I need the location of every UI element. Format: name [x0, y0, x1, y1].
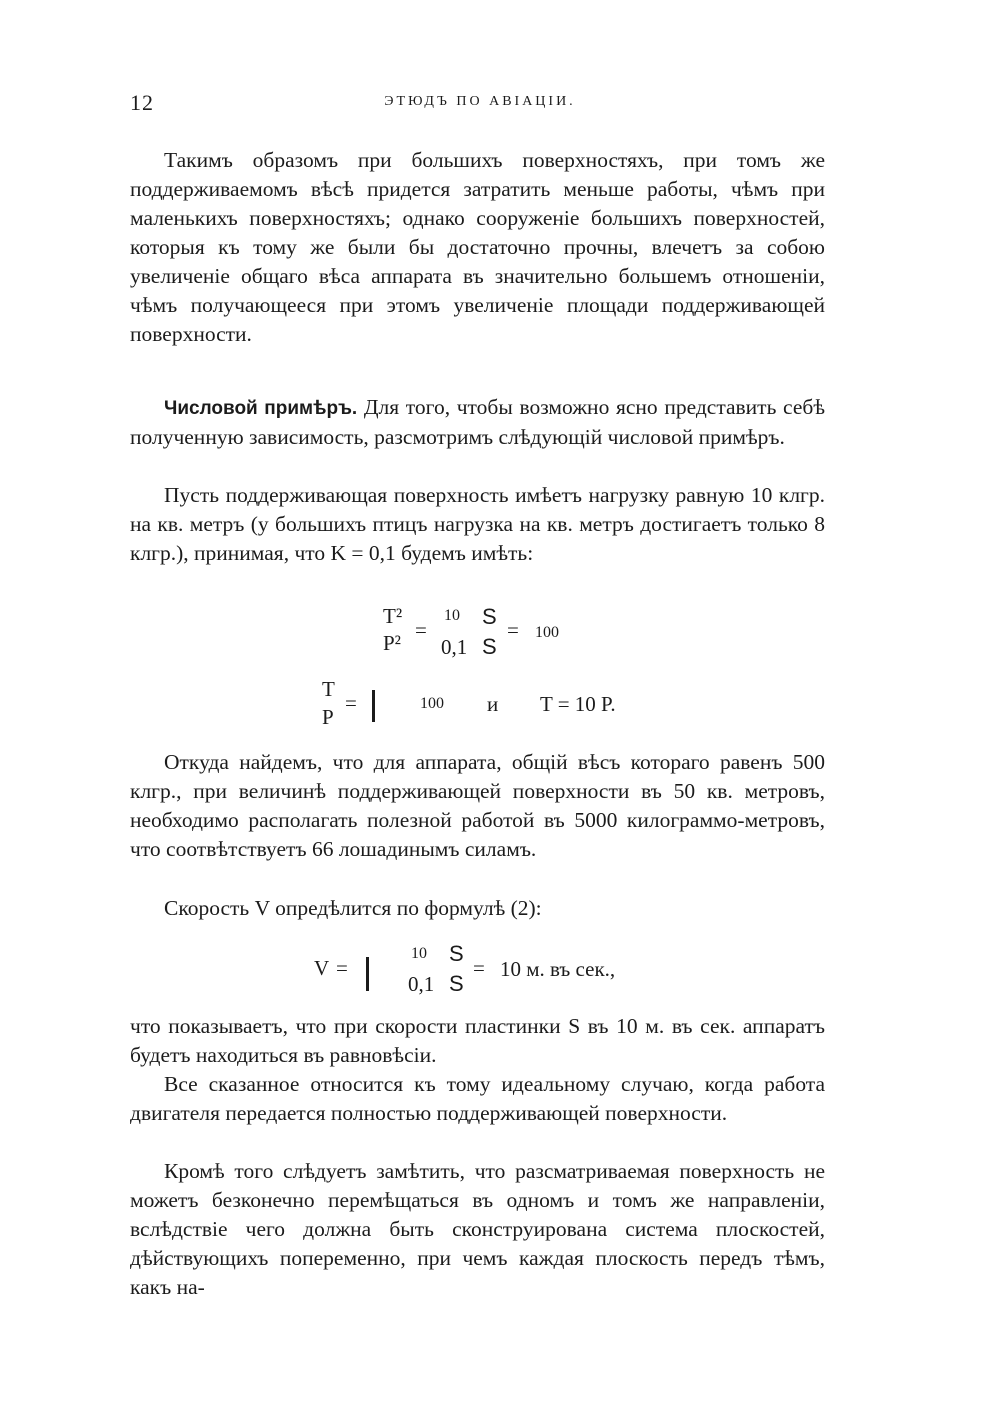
formula3-V: V [314, 956, 330, 980]
formula2-equals: = [345, 691, 357, 715]
running-title: ЭТЮДЪ ПО АВІАЦІИ. [384, 94, 576, 109]
formula2-and: и [487, 692, 499, 716]
formula3-S-bottom: S [449, 971, 464, 996]
paragraph-7: Все сказанное относится къ тому идеальному случаю, когда работа двигателя передается полностью поддерживающей поверхности. [130, 1072, 825, 1125]
formula1-point-one: 0,1 [441, 635, 468, 659]
formula3-ten: 10 [411, 945, 427, 962]
formula1-ten: 10 [444, 607, 460, 624]
paragraph-1: Такимъ образомъ при большихъ поверхностяхъ, при томъ же поддерживаемомъ вѣсѣ придется затратить меньше работы, чѣмъ при маленькихъ поверхностяхъ; однако сооруженіе большихъ поверхностей, которыя къ тому же были бы достаточно прочны, влечетъ за собою увеличеніе общаго вѣса аппарата въ значительно большемъ отношеніи, чѣмъ получающееся при этомъ увеличеніе площади поддерживающей поверхности. [130, 148, 825, 346]
page-number: 12 [130, 90, 154, 115]
formula3-equals: = [336, 956, 348, 980]
formula1-S-bottom: S [482, 634, 497, 659]
radical-sign-icon [372, 690, 375, 722]
formula1-equals: = [415, 618, 427, 642]
formula2-P: P [322, 705, 334, 729]
paragraph-6: что показываетъ, что при скорости пластинки S въ 10 м. въ сек. аппаратъ будетъ находиться въ равновѣсіи. [130, 1014, 825, 1067]
formula3-result: 10 м. въ сек., [500, 957, 616, 981]
formula1-result: 100 [535, 624, 559, 641]
paragraph-5: Скорость V опредѣлится по формулѣ (2): [164, 896, 542, 920]
paragraph-8: Кромѣ того слѣдуетъ замѣтить, что разсматриваемая поверхность не можетъ безконечно перемѣщаться въ одномъ и томъ же направленіи, вслѣдствіе чего должна быть сконструирована система плоскостей, дѣйствующихъ попеременно, при чемъ каждая плоскость передъ тѣмъ, какъ на- [130, 1159, 825, 1299]
formula1-T2: T² [383, 604, 403, 628]
paragraph-4: Откуда найдемъ, что для аппарата, общій вѣсъ котораго равенъ 500 клгр., при величинѣ поддерживающей поверхности въ 50 кв. метровъ, необходимо располагать полезной работой въ 5000 килограммо-метровъ, что соотвѣтствуетъ 66 лошадинымъ силамъ. [130, 750, 825, 861]
formula2-radicand: 100 [420, 695, 444, 712]
paragraph-2-text: Для того, чтобы возможно ясно представить себѣ полученную зависимость, разсмотримъ слѣдующій числовой примѣръ. [130, 395, 825, 449]
radical-sign-icon [366, 957, 369, 991]
formula3-S-top: S [449, 941, 464, 966]
section-heading: Числовой примѣръ. [164, 398, 358, 419]
formula2-result: T = 10 P. [540, 692, 616, 716]
formula1-S-top: S [482, 604, 497, 629]
paragraph-3: Пусть поддерживающая поверхность имѣетъ нагрузку равную 10 клгр. на кв. метръ (у большихъ птицъ нагрузка на кв. метръ достигаетъ только 8 клгр.), принимая, что K = 0,1 будемъ имѣть: [130, 483, 825, 565]
formula2-T: T [322, 677, 335, 701]
page-header [130, 90, 830, 120]
formula3-equals-2: = [473, 956, 485, 980]
formula1-equals-2: = [507, 618, 519, 642]
formula1-P2: P² [383, 631, 401, 655]
paragraph-2 [130, 393, 825, 452]
formula3-point-one: 0,1 [408, 972, 435, 996]
